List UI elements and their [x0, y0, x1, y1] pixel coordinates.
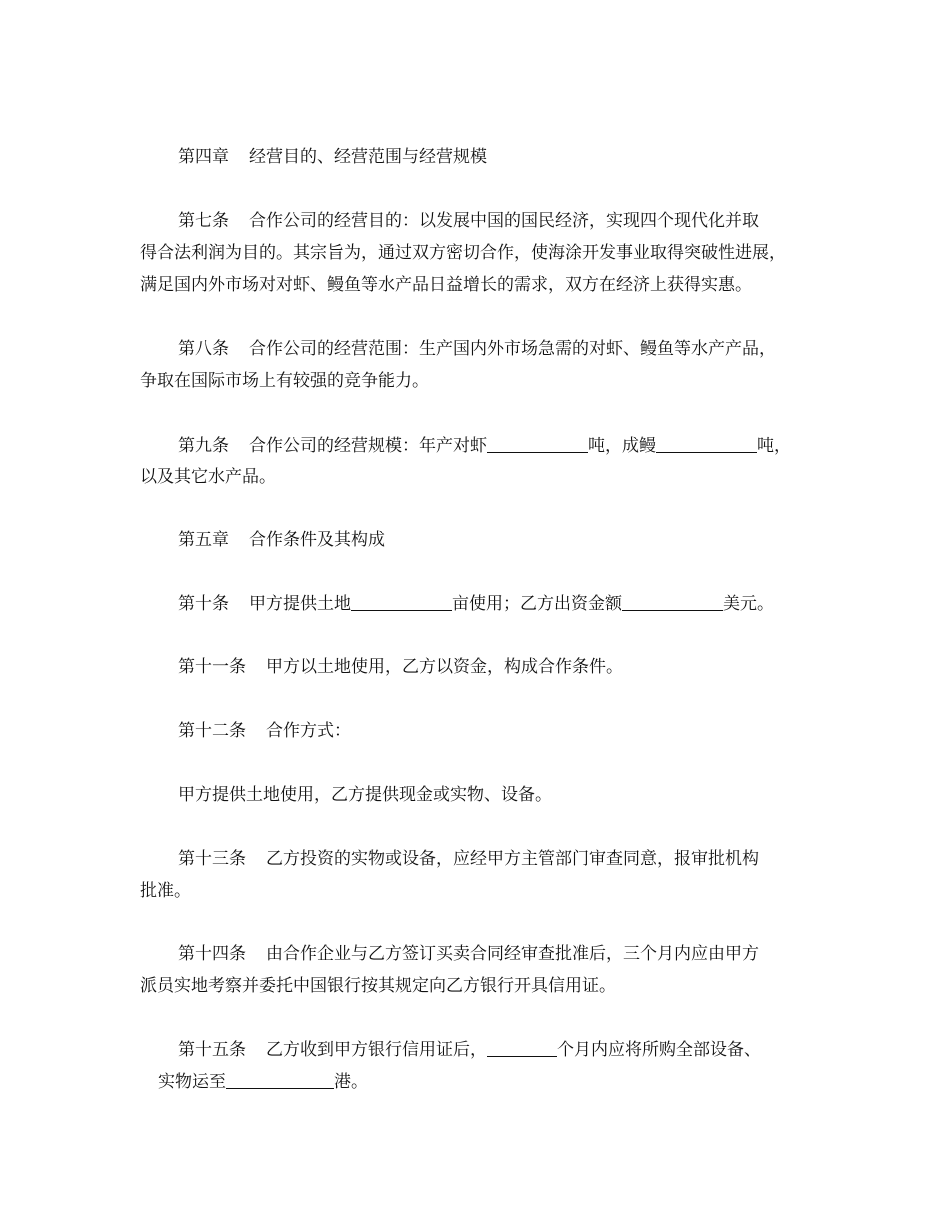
article-13-text-1: 乙方投资的实物或设备，应经甲方主管部门审查同意，报审批机构 — [266, 849, 759, 869]
article-12-line — [178, 716, 830, 746]
article-7-line-1 — [178, 206, 830, 236]
months-blank[interactable] — [487, 1038, 557, 1057]
article-7-text-1: 合作公司的经营目的：以发展中国的国民经济，实现四个现代化并取 — [249, 211, 759, 231]
chapter-4-number: 第四章 — [178, 147, 229, 167]
article-14-text-1: 由合作企业与乙方签订买卖合同经审查批准后，三个月内应由甲方 — [266, 944, 759, 964]
article-9-line-2: 以及其它水产品。 — [140, 467, 276, 487]
article-8-line-2: 争取在国际市场上有较强的竞争能力。 — [140, 371, 429, 391]
article-12-number: 第十二条 — [178, 721, 246, 741]
article-14-line-2: 派员实地考察并委托中国银行按其规定向乙方银行开具信用证。 — [140, 976, 616, 996]
chapter-4-heading — [178, 142, 830, 172]
article-15-text-1: 乙方收到甲方银行信用证后， — [266, 1040, 487, 1060]
article-10-number: 第十条 — [178, 594, 229, 614]
article-10-text-2: 亩使用；乙方出资金额 — [452, 594, 622, 614]
article-9-number: 第九条 — [178, 436, 229, 456]
article-8-number: 第八条 — [178, 339, 229, 359]
article-7-line-3: 满足国内外市场对对虾、鳗鱼等水产品日益增长的需求，双方在经济上获得实惠。 — [140, 275, 752, 295]
eel-output-blank[interactable] — [656, 434, 757, 453]
article-15-line-2 — [158, 1067, 830, 1097]
article-14-number: 第十四条 — [178, 944, 246, 964]
article-12-detail: 甲方提供土地使用，乙方提供现金或实物、设备。 — [178, 785, 552, 805]
capital-amount-blank[interactable] — [622, 592, 723, 611]
chapter-5-heading — [178, 525, 830, 555]
article-10-text-1: 甲方提供土地 — [249, 594, 351, 614]
shrimp-output-blank[interactable] — [487, 434, 588, 453]
article-11-line — [178, 652, 830, 682]
chapter-5-number: 第五章 — [178, 530, 229, 550]
article-9-line-1 — [178, 431, 830, 461]
article-15-text-2: 个月内应将所购全部设备、 — [557, 1040, 761, 1060]
article-8-line-1 — [178, 334, 830, 364]
article-13-line-1 — [178, 844, 830, 874]
article-15-number: 第十五条 — [178, 1040, 246, 1060]
article-12-text: 合作方式： — [266, 721, 351, 741]
chapter-4-title: 经营目的、经营范围与经营规模 — [249, 147, 487, 167]
article-11-text: 甲方以土地使用，乙方以资金，构成合作条件。 — [266, 657, 623, 677]
article-8-text-1: 合作公司的经营范围：生产国内外市场急需的对虾、鳗鱼等水产产品， — [249, 339, 776, 359]
article-10-text-3: 美元。 — [723, 594, 774, 614]
article-9-text-3: 吨， — [757, 436, 791, 456]
article-7-number: 第七条 — [178, 211, 229, 231]
article-11-number: 第十一条 — [178, 657, 246, 677]
land-area-blank[interactable] — [351, 592, 452, 611]
article-15-text-3: 实物运至 — [158, 1072, 226, 1092]
article-9-text-2: 吨，成鳗 — [588, 436, 656, 456]
article-10-line — [178, 589, 830, 619]
article-7-line-2: 得合法利润为目的。其宗旨为，通过双方密切合作，使海涂开发事业取得突破性进展， — [140, 243, 786, 263]
article-13-line-2: 批准。 — [140, 881, 191, 901]
article-15-line-1 — [178, 1035, 830, 1065]
article-14-line-1 — [178, 939, 830, 969]
article-13-number: 第十三条 — [178, 849, 246, 869]
article-9-text-1: 合作公司的经营规模：年产对虾 — [249, 436, 487, 456]
port-name-blank[interactable] — [226, 1070, 334, 1089]
article-15-text-4: 港。 — [334, 1072, 368, 1092]
chapter-5-title: 合作条件及其构成 — [249, 530, 385, 550]
